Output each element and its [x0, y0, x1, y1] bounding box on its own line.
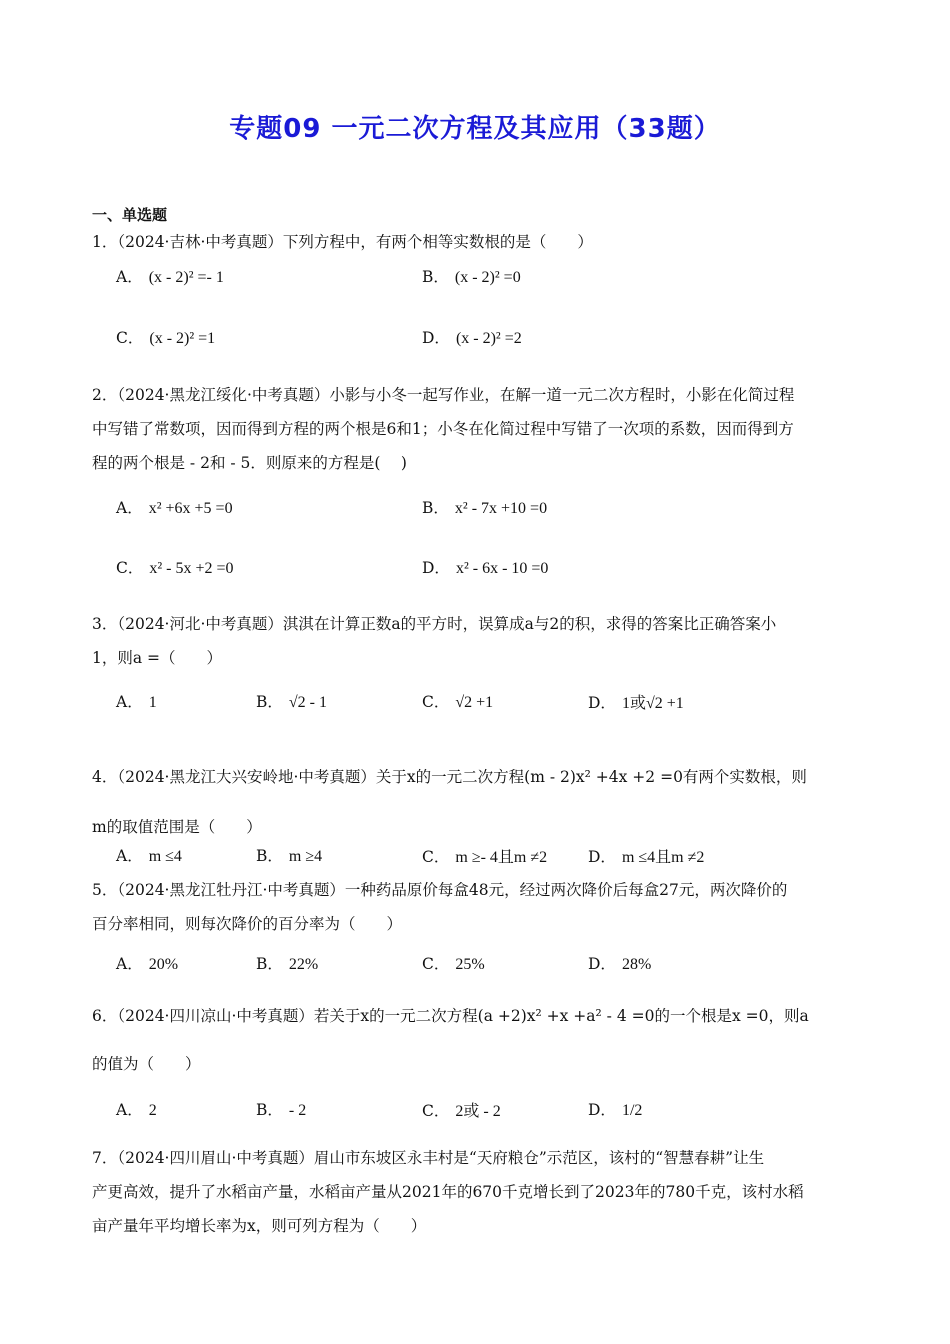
option-c	[422, 690, 493, 712]
question-text: 4．（2024·黑龙江大兴安岭地·中考真题）关于x的一元二次方程(m - 2)x² +4x +2 =0有两个实数根，则	[92, 768, 807, 786]
question-text: 的值为（ ）	[92, 1055, 201, 1073]
question-text: 2．（2024·黑龙江绥化·中考真题）小影与小冬一起写作业，在解一道一元二次方程时，小影在化简过程	[92, 386, 795, 404]
option-label: D．	[422, 559, 450, 577]
option-b	[256, 952, 318, 974]
option-label: A．	[116, 847, 143, 865]
option-expr: m ≤4	[148, 848, 182, 865]
question-text: 1．（2024·吉林·中考真题）下列方程中，有两个相等实数根的是（ ）	[92, 233, 593, 251]
question-text: 5．（2024·黑龙江牡丹江·中考真题）一种药品原价每盒48元，经过两次降价后每盒27元，两次降价的	[92, 881, 788, 899]
option-d	[422, 556, 548, 578]
option-label: C．	[422, 848, 450, 866]
option-label: B．	[256, 693, 283, 711]
option-label: C．	[422, 693, 450, 711]
option-expr: - 2	[288, 1102, 307, 1119]
question-5	[92, 873, 860, 941]
option-d	[588, 1098, 642, 1120]
option-label: C．	[116, 329, 144, 347]
question-1	[92, 225, 860, 259]
question-6	[92, 992, 860, 1088]
option-expr: m ≥- 4且m ≠2	[455, 849, 548, 866]
question-text: 程的两个根是 - 2和 - 5．则原来的方程是( )	[92, 454, 407, 472]
option-c	[422, 952, 485, 974]
option-a	[116, 1098, 157, 1120]
option-expr: √2 - 1	[288, 694, 327, 711]
option-label: B．	[256, 955, 283, 973]
option-a	[116, 690, 157, 712]
option-label: A．	[116, 268, 143, 286]
option-a	[116, 496, 233, 518]
option-expr: 1	[148, 694, 157, 711]
question-text: m的取值范围是（ ）	[92, 818, 262, 836]
option-a	[116, 952, 178, 974]
question-2	[92, 378, 860, 480]
option-expr: (x - 2)² =0	[454, 269, 521, 286]
option-d	[588, 844, 704, 867]
question-text: 1，则a =（ ）	[92, 649, 223, 667]
option-expr: (x - 2)² =2	[455, 330, 522, 347]
option-expr: 25%	[455, 956, 485, 973]
option-label: C．	[422, 1102, 450, 1120]
option-expr: x² - 5x +2 =0	[149, 560, 234, 577]
question-text: 中写错了常数项，因而得到方程的两个根是6和1；小冬在化简过程中写错了一次项的系数，因而得到方	[92, 420, 794, 438]
option-expr: x² - 7x +10 =0	[454, 500, 548, 517]
option-c	[116, 556, 234, 578]
option-expr: 28%	[621, 956, 652, 973]
option-c	[422, 844, 547, 867]
option-expr: √2 +1	[455, 694, 494, 711]
option-expr: 1/2	[621, 1102, 643, 1119]
option-expr: 2	[148, 1102, 157, 1119]
option-label: A．	[116, 955, 143, 973]
option-c	[116, 326, 215, 348]
option-label: A．	[116, 1101, 143, 1119]
option-expr: 22%	[288, 956, 319, 973]
section-heading: 一、单选题	[92, 206, 168, 224]
option-expr: (x - 2)² =- 1	[148, 269, 224, 286]
option-d	[588, 952, 651, 974]
option-label: A．	[116, 499, 143, 517]
option-expr: (x - 2)² =1	[149, 330, 216, 347]
option-d	[422, 326, 522, 348]
option-expr: x² - 6x - 10 =0	[455, 560, 549, 577]
option-label: C．	[422, 955, 450, 973]
question-text: 产更高效，提升了水稻亩产量，水稻亩产量从2021年的670千克增长到了2023年的780千克，该村水稻	[92, 1183, 804, 1201]
option-b	[422, 265, 521, 287]
option-label: D．	[588, 694, 616, 712]
question-7	[92, 1141, 860, 1243]
option-label: B．	[256, 1101, 283, 1119]
document-title: 专题09 一元二次方程及其应用（33题）	[229, 114, 721, 144]
option-expr: 20%	[148, 956, 179, 973]
option-expr: 1或√2 +1	[621, 695, 684, 712]
option-label: D．	[588, 848, 616, 866]
option-label: B．	[256, 847, 283, 865]
option-b	[422, 496, 547, 518]
option-label: D．	[588, 1101, 616, 1119]
option-b	[256, 1098, 306, 1120]
option-a	[116, 265, 224, 287]
option-d	[588, 690, 684, 713]
option-label: B．	[422, 499, 449, 517]
option-a	[116, 844, 182, 866]
option-expr: x² +6x +5 =0	[148, 500, 233, 517]
question-text: 百分率相同，则每次降价的百分率为（ ）	[92, 915, 403, 933]
option-label: D．	[588, 955, 616, 973]
option-expr: m ≥4	[288, 848, 323, 865]
option-b	[256, 690, 327, 712]
question-3	[92, 607, 860, 675]
question-text: 6．（2024·四川凉山·中考真题）若关于x的一元二次方程(a +2)x² +x +a² - 4 =0的一个根是x =0，则a	[92, 1007, 809, 1025]
option-c	[422, 1098, 501, 1121]
question-text: 亩产量年平均增长率为x，则可列方程为（ ）	[92, 1217, 427, 1235]
question-text: 3．（2024·河北·中考真题）淇淇在计算正数a的平方时，误算成a与2的积，求得的答案比正确答案小	[92, 615, 777, 633]
option-label: A．	[116, 693, 143, 711]
option-expr: m ≤4且m ≠2	[621, 849, 705, 866]
question-text: 7．（2024·四川眉山·中考真题）眉山市东坡区永丰村是“天府粮仓”示范区，该村的“智慧春耕”让生	[92, 1149, 765, 1167]
option-label: C．	[116, 559, 144, 577]
option-expr: 2或 - 2	[455, 1103, 501, 1120]
option-label: B．	[422, 268, 449, 286]
option-label: D．	[422, 329, 450, 347]
option-b	[256, 844, 322, 866]
question-4	[92, 752, 860, 852]
